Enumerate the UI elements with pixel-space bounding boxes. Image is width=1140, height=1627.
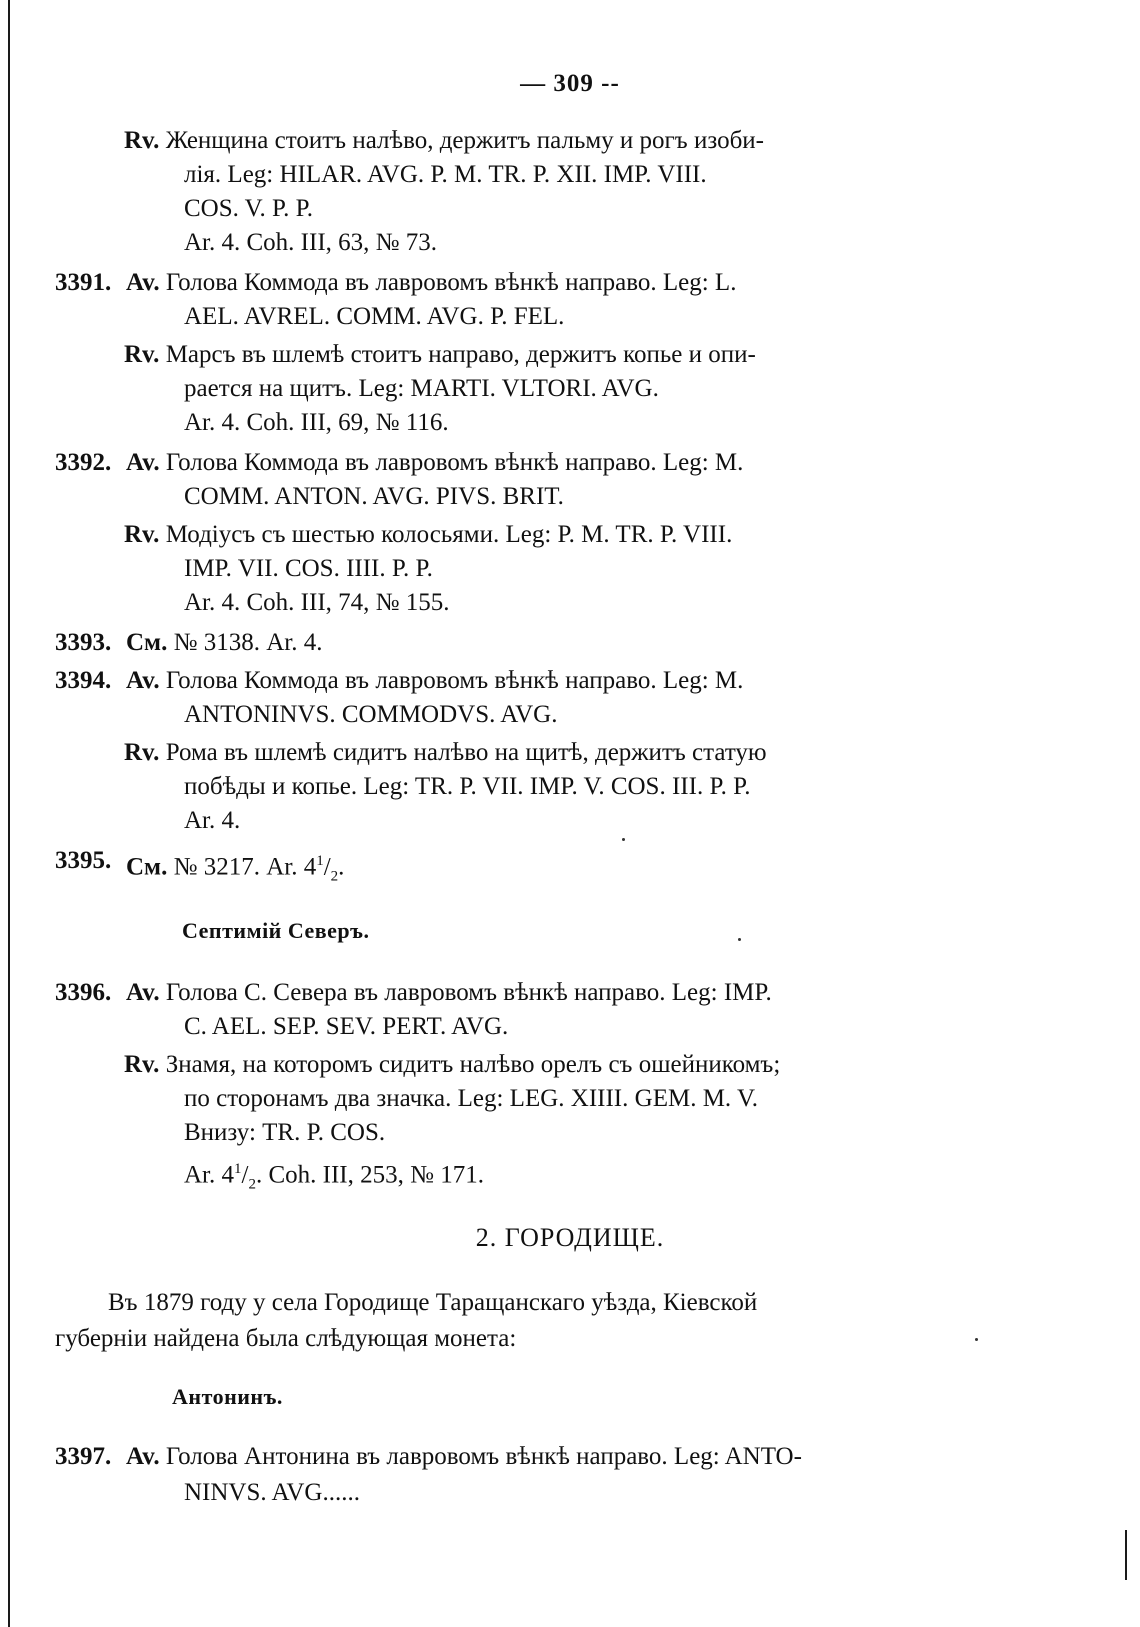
entry-line: AEL. AVREL. COMM. AVG. P. FEL. [184, 303, 565, 330]
entry-text: Голова Антонина въ лавровомъ вѣнкѣ направо. Leg: ANTO- [165, 1443, 802, 1470]
av-label: Av. [126, 269, 160, 296]
entry-line: COMM. ANTON. AVG. PIVS. BRIT. [184, 483, 564, 510]
entry-number: 3395. [55, 847, 112, 874]
entry-number: 3392. [55, 449, 112, 476]
av-label: Av. [126, 449, 160, 476]
entry-line: C. AEL. SEP. SEV. PERT. AVG. [184, 1013, 509, 1040]
av-label: Av. [126, 1443, 160, 1470]
entry-line: IMP. VII. COS. IIII. P. P. [184, 555, 433, 582]
page-edge-mark-right [1125, 1530, 1127, 1580]
entry-text: . [338, 853, 345, 881]
entry-line [126, 446, 743, 480]
entry-line [126, 1440, 802, 1474]
entry-line [126, 266, 736, 300]
entry-reference: Ar. 4. Coh. III, 74, № 155. [184, 589, 450, 616]
entry-text: Модіусъ съ шестью колосьями. Leg: P. M. TR. P. VIII. [165, 521, 733, 548]
entry-reference: Ar. $4^1/_2$. Coh. III, 253, № 171. [184, 1161, 484, 1193]
entry-line [124, 338, 756, 372]
entry-text: Голова Коммода въ лавровомъ вѣнкѣ направо. Leg: M. [165, 667, 744, 694]
entry-line: побѣды и копье. Leg: TR. P. VII. IMP. V. COS. III. P. P. [184, 773, 751, 800]
entry-line: Внизу: TR. P. COS. [184, 1119, 386, 1146]
entry-reference: Ar. 4. Coh. III, 63, № 73. [184, 229, 438, 256]
entry-line [124, 736, 767, 770]
rv-label: Rv. [124, 1051, 160, 1078]
page-number: — 309 -- [520, 70, 620, 97]
entry-line [126, 626, 322, 660]
entry-text: Голова Коммода въ лавровомъ вѣнкѣ направо. Leg: M. [165, 449, 744, 476]
fraction-numerator: 1 [234, 1161, 242, 1177]
entry-line: лія. Leg: HILAR. AVG. P. M. TR. P. XII. IMP. VIII. [184, 161, 707, 188]
entry-text: Марсъ въ шлемѣ стоитъ направо, держитъ копье и опи- [165, 341, 756, 368]
paragraph-line: Въ 1879 году у села Городище Таращанскаго уѣзда, Кіевской [108, 1289, 758, 1316]
print-speck [975, 1338, 978, 1341]
entry-text: Женщина стоитъ налѣво, держитъ пальму и рогъ изоби- [165, 127, 765, 154]
entry-line: См. № 3217. Ar. $4^1/_2$. [126, 853, 345, 885]
entry-text: Голова Коммода въ лавровомъ вѣнкѣ направо. Leg: L. [165, 269, 737, 296]
entry-number: 3391. [55, 269, 112, 296]
entry-text: Знамя, на которомъ сидитъ налѣво орелъ съ ошейникомъ; [165, 1051, 781, 1078]
rv-label: Rv. [124, 521, 160, 548]
entry-line [124, 1048, 780, 1082]
entry-line [126, 664, 743, 698]
fraction-denominator: 2 [330, 868, 339, 885]
rv-label: Rv. [124, 341, 160, 368]
entry-line: по сторонамъ два значка. Leg: LEG. XIIII. GEM. M. V. [184, 1085, 759, 1112]
entry-number: 3396. [55, 979, 112, 1006]
entry-line: NINVS. AVG...... [184, 1479, 360, 1506]
entry-line: COS. V. P. P. [184, 195, 314, 222]
entry-text: Ar. 4 [184, 1161, 234, 1189]
entry-number: 3397. [55, 1443, 112, 1470]
entry-line: ANTONINVS. COMMODVS. AVG. [184, 701, 558, 728]
emperor-heading: Септимій Северъ. [182, 918, 370, 943]
entry-line [124, 124, 886, 158]
emperor-heading: Антонинъ. [172, 1384, 283, 1409]
entry-text: Голова С. Севера въ лавровомъ вѣнкѣ направо. Leg: IMP. [165, 979, 772, 1006]
entry-text: . Coh. III, 253, № 171. [255, 1161, 484, 1189]
entry-line [124, 518, 732, 552]
entry-reference: Ar. 4. [184, 807, 241, 834]
entry-line [126, 976, 772, 1010]
fraction-denominator: 2 [248, 1176, 256, 1193]
page-edge-line [8, 0, 10, 1627]
see-label: См. [126, 853, 168, 881]
page-edge-mark [8, 190, 10, 220]
paragraph-line: губерніи найдена была слѣдующая монета: [55, 1325, 517, 1352]
rv-label: Rv. [124, 127, 160, 154]
entry-number: 3393. [55, 629, 112, 656]
entry-text: Рома въ шлемѣ сидитъ налѣво на щитѣ, держитъ статую [165, 739, 767, 766]
rv-label: Rv. [124, 739, 160, 766]
entry-reference: Ar. 4. Coh. III, 69, № 116. [184, 409, 449, 436]
av-label: Av. [126, 667, 160, 694]
entry-line: рается на щитъ. Leg: MARTI. VLTORI. AVG. [184, 375, 659, 402]
fraction-numerator: 1 [316, 853, 324, 869]
entry-text: № 3138. Ar. 4. [173, 629, 323, 656]
section-title: 2. ГОРОДИЩЕ. [475, 1223, 665, 1252]
entry-text: № 3217. Ar. 4 [173, 853, 317, 881]
av-label: Av. [126, 979, 160, 1006]
print-speck [738, 938, 741, 941]
see-label: См. [126, 629, 168, 656]
entry-number: 3394. [55, 667, 112, 694]
print-speck [622, 838, 625, 841]
